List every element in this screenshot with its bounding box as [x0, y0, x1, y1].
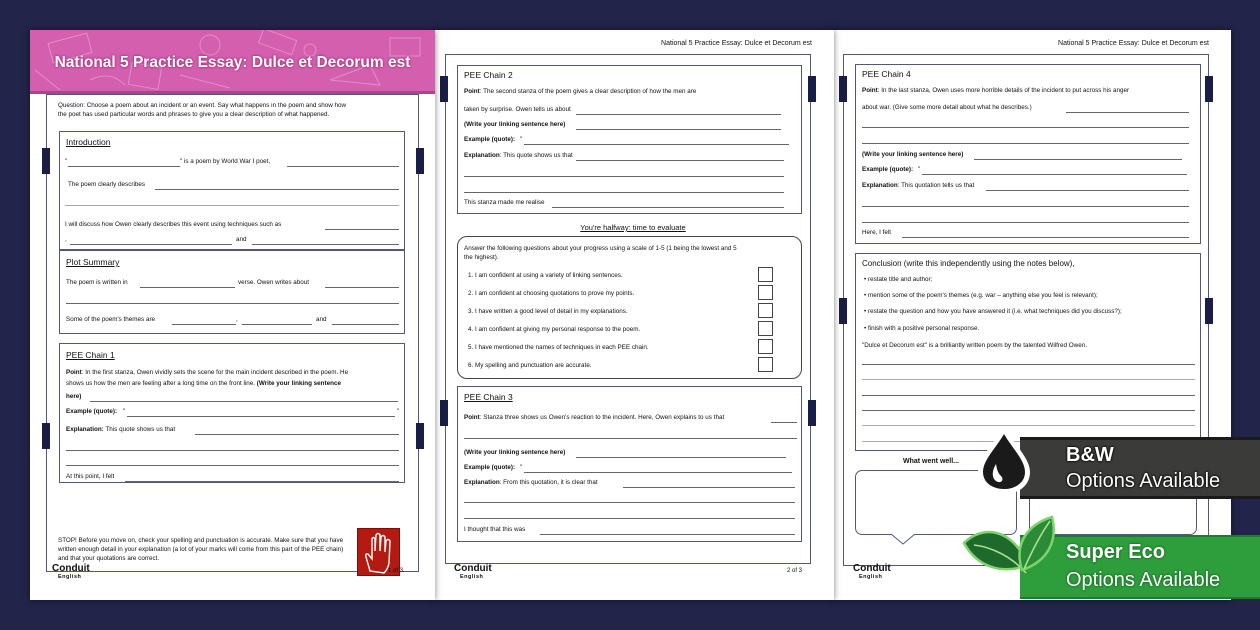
rating-box-6[interactable]: [758, 357, 773, 372]
frame-tab: [808, 400, 816, 426]
plot-summary-section: Plot Summary The poem is written in verse. Owen writes about Some of the poem's themes are , and: [59, 250, 405, 334]
answer-field[interactable]: [464, 438, 797, 439]
frame-tab: [42, 148, 50, 174]
frame-tab: [416, 148, 424, 174]
running-header: National 5 Practice Essay: Dulce et Decorum est: [1058, 40, 1209, 47]
explanation-field[interactable]: [464, 518, 795, 519]
explanation-field[interactable]: [464, 176, 784, 177]
explanation-field[interactable]: [623, 487, 795, 488]
went-well-label: What went well...: [903, 458, 960, 465]
explanation-field[interactable]: [986, 190, 1189, 191]
conclusion-field[interactable]: [862, 364, 1195, 365]
frame-tab: [1205, 76, 1213, 102]
explanation-field[interactable]: [66, 465, 399, 466]
frame-tab: [416, 423, 424, 449]
answer-field[interactable]: [68, 166, 180, 167]
explanation-field[interactable]: [66, 450, 399, 451]
quote-field[interactable]: [922, 174, 1187, 175]
answer-field[interactable]: [66, 303, 399, 304]
linking-sentence-field[interactable]: [576, 129, 781, 130]
answer-field[interactable]: [862, 143, 1189, 144]
quote-field[interactable]: [127, 416, 395, 417]
evaluation-item: 4. I am confident at giving my personal response to the poem.: [468, 326, 641, 333]
explanation-field[interactable]: [464, 502, 795, 503]
self-evaluation-box: Answer the following questions about your progress using a scale of 1-5 (1 being the lowest and 5 the highest). 1. I am confident at using a variety of linking sentences. 2. I am confident at choosing quotations to prove my points. 3. I have written a good level of detail in my explanations. 4. I am confident at giving my personal response to the poem. 5. I have mentioned the names of techniques in each PEE chain. 6. My spelling and punctuation are accurate.: [457, 236, 802, 379]
response-field[interactable]: [902, 237, 1189, 238]
quote-field[interactable]: [524, 472, 792, 473]
conclusion-field[interactable]: [862, 410, 1195, 411]
explanation-field[interactable]: [862, 222, 1189, 223]
evaluation-item: 3. I have written a good level of detail in my explanations.: [468, 308, 628, 315]
linking-sentence-field[interactable]: [974, 159, 1182, 160]
super-eco-options-badge[interactable]: Super Eco Options Available: [1020, 535, 1260, 599]
answer-field[interactable]: [242, 324, 312, 325]
answer-field[interactable]: [252, 244, 399, 245]
answer-field[interactable]: [65, 205, 399, 206]
explanation-field[interactable]: [862, 206, 1189, 207]
response-field[interactable]: [540, 534, 795, 535]
conduit-logo: Conduit English: [454, 563, 492, 580]
answer-field[interactable]: [172, 324, 236, 325]
frame-tab: [839, 76, 847, 102]
explanation-field[interactable]: [195, 434, 399, 435]
linking-sentence-field[interactable]: [90, 401, 398, 402]
frame-tab: [440, 76, 448, 102]
frame-tab: [42, 423, 50, 449]
frame-tab: [808, 76, 816, 102]
quote-field[interactable]: [524, 144, 789, 145]
worksheet-page-2: [432, 30, 834, 600]
conclusion-starter: "Dulce et Decorum est" is a brilliantly written poem by the talented Wilfred Owen.: [862, 342, 1087, 349]
rating-box-3[interactable]: [758, 303, 773, 318]
conclusion-field[interactable]: [862, 395, 1195, 396]
answer-field[interactable]: [332, 324, 399, 325]
section-title: PEE Chain 2: [464, 70, 513, 80]
introduction-section: Introduction " " is a poem by World War I poet, The poem clearly describes I will discuss how Owen clearly describes this event using techniques such as , and: [59, 131, 405, 250]
evaluation-item: 6. My spelling and punctuation are accurate.: [468, 362, 592, 369]
rating-box-4[interactable]: [758, 321, 773, 336]
stop-reminder: STOP! Before you move on, check your spelling and punctuation is accurate. Make sure that you have written enough detail in your explanation (a lot of your marks will come from this part of the PEE chain) and that your quotations are correct.: [58, 537, 344, 562]
leaf-icon: [962, 515, 1062, 585]
evaluation-item: 5. I have mentioned the names of techniques in each PEE chain.: [468, 344, 649, 351]
explanation-field[interactable]: [576, 160, 784, 161]
answer-field[interactable]: [325, 287, 399, 288]
question-text: Question: Choose a poem about an incident or an event. Say what happens in the poem and show how: [58, 102, 347, 109]
conclusion-section: Conclusion (write this independently using the notes below), • restate title and author; • mention some of the poem's themes (e.g. war – anything else you feel is relevant); • restate the question and how you have answered it (i.e. what techniques did you discuss?); • finish with a positive personal response. "Dulce et Decorum est" is a brilliantly written poem by the talented Wilfred Owen.: [855, 253, 1201, 451]
answer-field[interactable]: [325, 229, 399, 230]
section-title: PEE Chain 1: [66, 350, 115, 360]
answer-field[interactable]: [140, 287, 235, 288]
answer-field[interactable]: [771, 422, 797, 423]
response-field[interactable]: [125, 481, 399, 482]
pee-chain-1-section: PEE Chain 1 Point: In the first stanza, Owen vividly sets the scene for the main incident described in the poem. He shows us how the men are feeling after a long time on the front line. (Write your linking sentence here) Example (quote): " " Explanation: This quote shows us that At this point, I felt: [59, 343, 405, 483]
rating-box-1[interactable]: [758, 267, 773, 282]
explanation-field[interactable]: [464, 192, 784, 193]
rating-box-2[interactable]: [758, 285, 773, 300]
answer-field[interactable]: [155, 189, 399, 190]
section-title: PEE Chain 4: [862, 69, 911, 79]
evaluation-item: 2. I am confident at choosing quotations to prove my points.: [468, 290, 635, 297]
conduit-logo: Conduit English: [52, 563, 90, 580]
section-title: Plot Summary: [66, 257, 120, 267]
section-title: PEE Chain 3: [464, 392, 513, 402]
response-field[interactable]: [552, 207, 784, 208]
page-number: 1 of 3: [387, 568, 403, 574]
answer-field[interactable]: [70, 244, 232, 245]
bw-options-badge[interactable]: B&W Options Available: [1020, 437, 1260, 499]
answer-field[interactable]: [576, 114, 781, 115]
evaluate-title: You're halfway: time to evaluate: [580, 223, 686, 232]
pee-chain-4-section: PEE Chain 4 Point: In the last stanza, Owen uses more horrible details of the incident to put across his anger about war. (Give some more detail about what he describes.) (Write your linking sentence here) Example (quote): " Explanation: This quotation tells us that Here, I felt: [855, 64, 1201, 244]
frame-tab: [440, 400, 448, 426]
page-title: National 5 Practice Essay: Dulce et Decorum est: [54, 54, 411, 71]
worksheet-page-1: [30, 30, 435, 600]
answer-field[interactable]: [1066, 112, 1189, 113]
pee-chain-3-section: PEE Chain 3 Point: Stanza three shows us Owen's reaction to the incident. Here, Owen explains to us that (Write your linking sentence here) Example (quote): " Explanation: From this quotation, it is clear that I thought that this was: [457, 386, 802, 542]
evaluation-item: 1. I am confident at using a variety of linking sentences.: [468, 272, 623, 279]
ink-drop-icon: [972, 424, 1036, 496]
answer-field[interactable]: [862, 127, 1189, 128]
speech-pointer-icon: [891, 534, 915, 546]
linking-sentence-field[interactable]: [576, 457, 786, 458]
section-title: Introduction: [66, 137, 111, 147]
rating-box-5[interactable]: [758, 339, 773, 354]
answer-field[interactable]: [287, 166, 399, 167]
frame-tab: [839, 298, 847, 324]
pee-chain-2-section: PEE Chain 2 Point: The second stanza of the poem gives a clear description of how the men are taken by surprise. Owen tells us about (Write your linking sentence here) Example (quote): " Explanation: This quote shows us that This stanza made me realise: [457, 65, 802, 214]
conduit-logo: Conduit English: [853, 563, 891, 580]
conclusion-field[interactable]: [862, 379, 1195, 380]
section-title: Conclusion (write this independently using the notes below),: [862, 259, 1075, 268]
frame-tab: [1205, 298, 1213, 324]
title-banner: [30, 30, 435, 94]
page-number: 2 of 3: [786, 568, 802, 574]
question-text-line2: the poet has used particular words and phrases to give you a clear description of what happened.: [58, 111, 330, 118]
running-header: National 5 Practice Essay: Dulce et Decorum est: [661, 40, 812, 47]
